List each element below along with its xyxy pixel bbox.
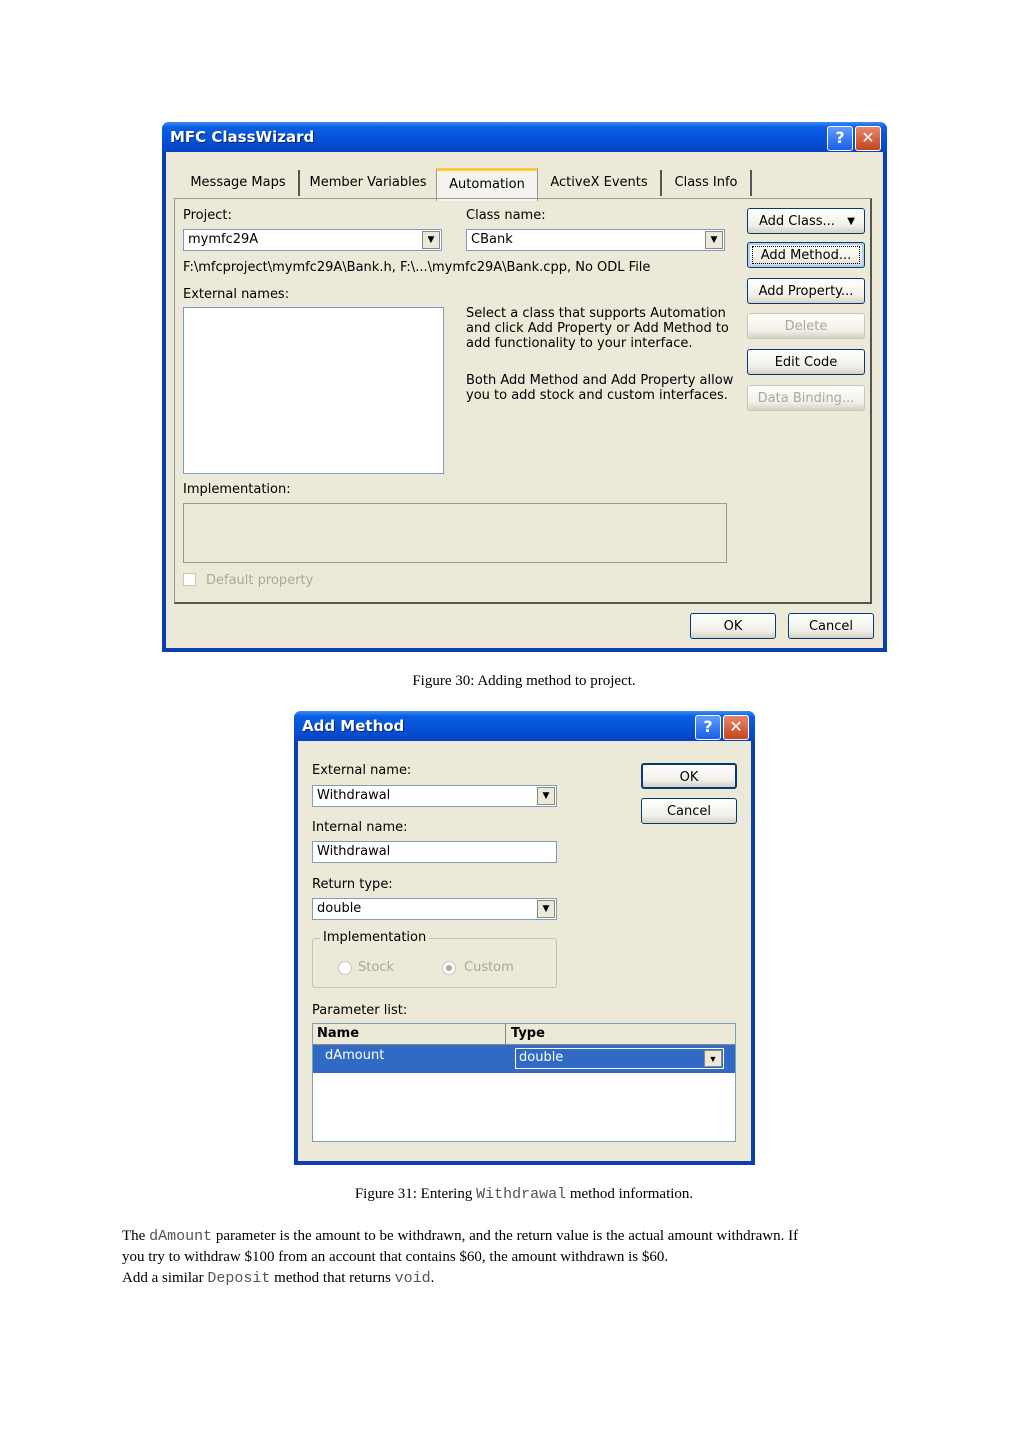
help-text-line: and click Add Property or Add Method to <box>466 321 729 336</box>
table-row[interactable] <box>313 1045 735 1073</box>
add-class-button[interactable] <box>747 208 865 234</box>
return-type-value: double <box>317 901 362 916</box>
figure-30-caption: Figure 30: Adding method to project. <box>412 673 636 689</box>
tab-activex-events[interactable]: ActiveX Events <box>538 170 662 196</box>
caption-text: Figure 31: Entering <box>354 1186 477 1202</box>
help-text-2 <box>466 373 733 403</box>
add-class-label: Add Class... <box>759 214 835 229</box>
focus-ring <box>752 246 860 264</box>
classwizard-title: MFC ClassWizard <box>170 128 315 146</box>
return-type-label: Return type: <box>312 877 393 892</box>
dropdown-arrow-icon: ▼ <box>847 216 855 227</box>
addmethod-title: Add Method <box>302 717 405 735</box>
text: Add a similar <box>122 1270 208 1286</box>
add-property-button[interactable]: Add Property... <box>747 278 865 304</box>
external-name-label: External name: <box>312 763 412 778</box>
chevron-down-icon[interactable]: ▼ <box>537 900 555 918</box>
inline-code: Deposit <box>207 1270 271 1287</box>
custom-label: Custom <box>464 960 514 975</box>
tab-class-info[interactable]: Class Info <box>662 170 752 196</box>
file-path-text: F:\mfcproject\mymfc29A\Bank.h, F:\...\mymfc29A\Bank.cpp, No ODL File <box>183 260 651 275</box>
default-property-checkbox[interactable] <box>183 573 196 586</box>
internal-name-input[interactable] <box>312 841 557 863</box>
text: method that returns <box>270 1270 395 1286</box>
external-names-label: External names: <box>183 287 290 302</box>
param-type-combo[interactable] <box>515 1048 724 1069</box>
classwizard-titlebar[interactable] <box>162 122 887 152</box>
inline-code: dAmount <box>149 1228 213 1245</box>
tab-member-variables[interactable]: Member Variables <box>300 170 438 196</box>
text: The <box>122 1228 150 1244</box>
default-property-label: Default property <box>206 573 314 588</box>
data-binding-button[interactable]: Data Binding... <box>747 385 865 411</box>
help-icon[interactable]: ? <box>827 126 853 151</box>
parameter-grid[interactable] <box>312 1023 736 1142</box>
tab-strip <box>178 170 746 196</box>
classname-combo[interactable] <box>466 229 725 251</box>
external-name-combo[interactable] <box>312 785 557 807</box>
inline-code: void <box>394 1270 431 1287</box>
chevron-down-icon[interactable]: ▼ <box>705 231 723 249</box>
addmethod-titlebar[interactable] <box>294 711 755 741</box>
addmethod-client <box>298 741 751 1161</box>
param-name-cell: dAmount <box>325 1048 385 1063</box>
radio-dot <box>446 965 452 971</box>
help-text-1 <box>466 306 729 351</box>
custom-radio[interactable] <box>442 961 456 975</box>
close-icon[interactable]: ✕ <box>723 715 749 740</box>
project-value: mymfc29A <box>188 232 259 247</box>
help-text-line: you to add stock and custom interfaces. <box>466 388 728 403</box>
internal-name-label: Internal name: <box>312 820 408 835</box>
caption-code: Withdrawal <box>476 1186 567 1203</box>
help-text-line: Both Add Method and Add Property allow <box>466 373 734 388</box>
implementation-box <box>183 503 727 563</box>
ok-button[interactable]: OK <box>641 763 737 789</box>
tab-automation[interactable]: Automation <box>436 168 538 201</box>
figure-31-caption <box>0 1186 1024 1203</box>
text: . <box>430 1270 435 1286</box>
text: parameter is the amount to be withdrawn, and the return value is the actual amount withdrawn. If <box>212 1228 799 1244</box>
caption-text: method information. <box>566 1186 694 1202</box>
paragraph-line <box>122 1226 922 1247</box>
implementation-label: Implementation: <box>183 482 291 497</box>
implementation-group-label: Implementation <box>320 930 429 945</box>
delete-button[interactable]: Delete <box>747 313 865 339</box>
edit-code-button[interactable]: Edit Code <box>747 349 865 375</box>
stock-label: Stock <box>358 960 394 975</box>
addmethod-window <box>294 711 755 1165</box>
external-name-value: Withdrawal <box>317 788 391 803</box>
help-text-line: add functionality to your interface. <box>466 336 693 351</box>
close-icon[interactable]: ✕ <box>855 126 881 151</box>
chevron-down-icon[interactable]: ▼ <box>704 1050 722 1067</box>
classwizard-window <box>162 122 887 652</box>
body-paragraph <box>122 1226 922 1289</box>
internal-name-value: Withdrawal <box>317 844 391 859</box>
project-label: Project: <box>183 208 232 223</box>
cancel-button[interactable]: Cancel <box>641 798 737 824</box>
ok-button[interactable]: OK <box>690 613 776 639</box>
help-text-line: Select a class that supports Automation <box>466 306 726 321</box>
external-names-list[interactable] <box>183 307 444 474</box>
stock-radio[interactable] <box>338 961 352 975</box>
tab-message-maps[interactable]: Message Maps <box>178 170 300 196</box>
parameter-list-label: Parameter list: <box>312 1003 408 1018</box>
classwizard-client <box>166 152 883 648</box>
paragraph-line: you try to withdraw $100 from an account that contains $60, the amount withdrawn is $60. <box>122 1249 669 1265</box>
grid-header <box>313 1024 735 1045</box>
add-method-button[interactable] <box>747 242 865 268</box>
help-icon[interactable]: ? <box>695 715 721 740</box>
column-header-type[interactable]: Type <box>511 1026 545 1041</box>
cancel-button[interactable]: Cancel <box>788 613 874 639</box>
classname-value: CBank <box>471 232 513 247</box>
chevron-down-icon[interactable]: ▼ <box>422 231 440 249</box>
return-type-combo[interactable] <box>312 898 557 920</box>
chevron-down-icon[interactable]: ▼ <box>537 787 555 805</box>
param-type-value: double <box>519 1050 564 1065</box>
column-header-name[interactable]: Name <box>313 1024 506 1044</box>
project-combo[interactable] <box>183 229 442 251</box>
add-method-label: Add Method... <box>760 248 852 263</box>
paragraph-line <box>122 1268 922 1289</box>
classname-label: Class name: <box>466 208 546 223</box>
